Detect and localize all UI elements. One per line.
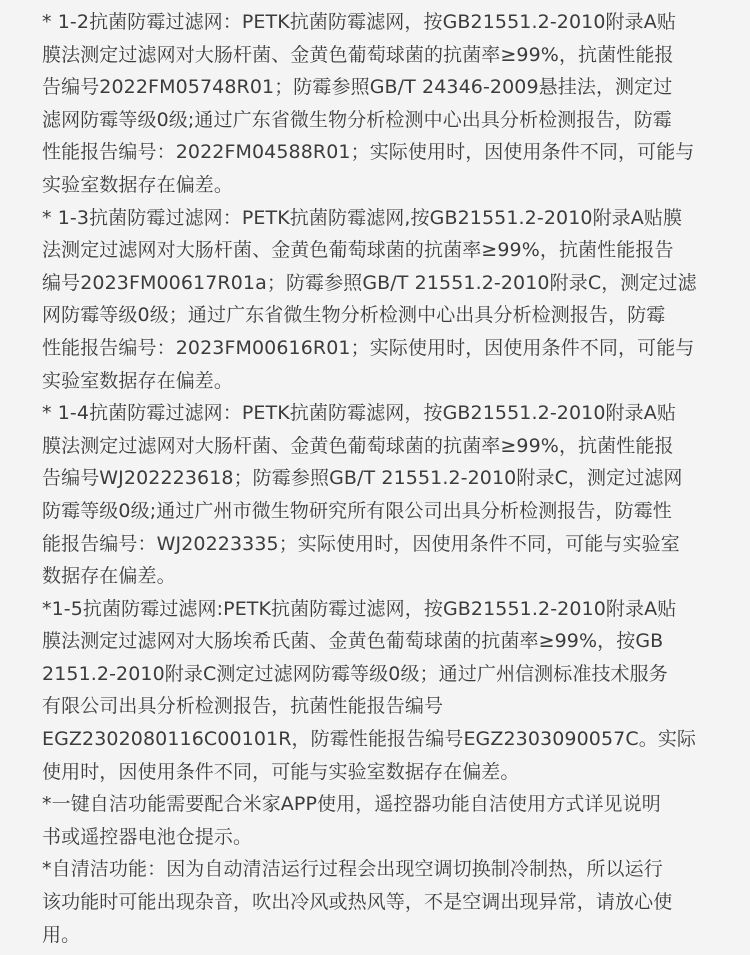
footnote-1-2 (42, 6, 702, 202)
text-line: 实验室数据存在偏差。 (42, 369, 234, 392)
text-line: 膜法测定过滤网对大肠埃希氏菌、金黄色葡萄球菌的抗菌率≥99%，按GB (42, 630, 664, 653)
text-line: 性能报告编号：2022FM04588R01；实际使用时，因使用条件不同，可能与 (42, 141, 695, 164)
footnote-self-clean (42, 853, 702, 951)
text-line: 告编号2022FM05748R01；防霉参照GB/T 24346-2009悬挂法，测定过 (42, 76, 673, 99)
text-line: 2151.2-2010附录C测定过滤网防霉等级0级；通过广州信测标准技术服务 (42, 662, 668, 685)
text-line: 编号2023FM00617R01a；防霉参照GB/T 21551.2-2010附录C，测定过滤 (42, 271, 697, 294)
text-line: 防霉等级0级;通过广州市微生物研究所有限公司出具分析检测报告，防霉性 (42, 499, 672, 522)
text-line: *一键自洁功能需要配合米家APP使用，遥控器功能自洁使用方式详见说明 (42, 793, 661, 816)
text-line: * 1-3抗菌防霉过滤网：PETK抗菌防霉滤网,按GB21551.2-2010附录A贴膜 (42, 206, 683, 229)
text-line: * 1-2抗菌防霉过滤网：PETK抗菌防霉滤网，按GB21551.2-2010附录A贴 (42, 11, 676, 33)
text-line: EGZ2302080116C00101R，防霉性能报告编号EGZ2303090057C。实际 (42, 728, 697, 751)
footnote-one-key-self-clean (42, 788, 702, 853)
text-line: 性能报告编号：2023FM00616R01；实际使用时，因使用条件不同，可能与 (42, 336, 695, 359)
text-line: 能报告编号：WJ20223335；实际使用时，因使用条件不同，可能与实验室 (42, 532, 680, 555)
text-line: 膜法测定过滤网对大肠杆菌、金黄色葡萄球菌的抗菌率≥99%，抗菌性能报 (42, 43, 674, 66)
text-line: * 1-4抗菌防霉过滤网：PETK抗菌防霉滤网，按GB21551.2-2010附录A贴 (42, 402, 676, 425)
text-line: 用。 (42, 923, 81, 946)
text-line: 告编号WJ202223618；防霉参照GB/T 21551.2-2010附录C，测定过滤网 (42, 467, 683, 490)
text-line: *自清洁功能：因为自动清洁运行过程会出现空调切换制冷制热，所以运行 (42, 858, 663, 881)
text-line: 实验室数据存在偏差。 (42, 173, 234, 196)
text-line: 法测定过滤网对大肠杆菌、金黄色葡萄球菌的抗菌率≥99%，抗菌性能报告 (42, 239, 674, 262)
footnote-1-3 (42, 202, 702, 398)
footnotes-section (42, 6, 702, 951)
text-line: 使用时，因使用条件不同，可能与实验室数据存在偏差。 (42, 760, 520, 783)
footnote-1-5 (42, 593, 702, 789)
text-line: 滤网防霉等级0级;通过广东省微生物分析检测中心出具分析检测报告，防霉 (42, 108, 672, 131)
text-line: 膜法测定过滤网对大肠杆菌、金黄色葡萄球菌的抗菌率≥99%，抗菌性能报 (42, 434, 674, 457)
text-line: 网防霉等级0级；通过广东省微生物分析检测中心出具分析检测报告，防霉 (42, 304, 666, 327)
text-line: 有限公司出具分析检测报告，抗菌性能报告编号 (42, 695, 444, 718)
text-line: 数据存在偏差。 (42, 565, 176, 588)
text-line: 该功能时可能出现杂音，吹出冷风或热风等，不是空调出现异常，请放心使 (42, 891, 673, 914)
text-line: 书或遥控器电池仓提示。 (42, 825, 253, 848)
footnote-1-4 (42, 397, 702, 593)
text-line: *1-5抗菌防霉过滤网:PETK抗菌防霉过滤网，按GB21551.2-2010附录A贴 (42, 597, 677, 620)
